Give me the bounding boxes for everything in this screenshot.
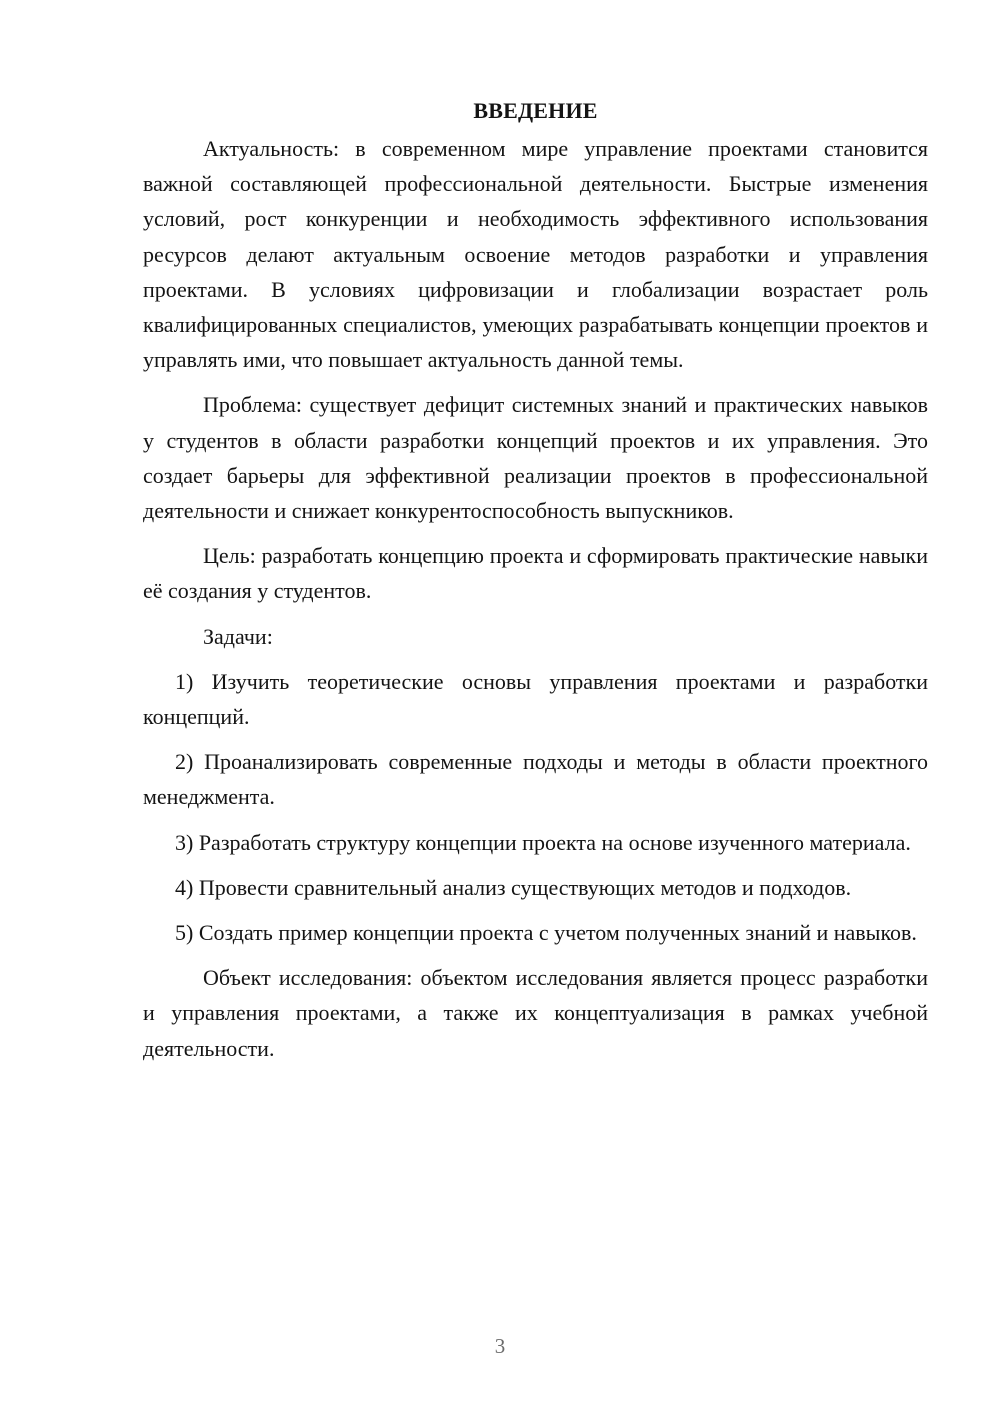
tasks-label: Задачи: <box>203 623 273 649</box>
page-number: 3 <box>494 1334 506 1358</box>
tasks-list <box>143 664 928 950</box>
relevance-paragraph: Актуальность: в современном мире управление проектами становится важной составляющей профессиональной деятельности. Быстрые изменения условий, рост конкуренции и необходимость эффективного использования ресурсов делают актуальным освоение методов разработки и управления проектами. В условиях цифровизации и глобализации возрастает роль квалифицированных специалистов, умеющих разрабатывать концепции проектов и управлять ими, что повышает актуальность данной темы. <box>143 136 928 373</box>
page-title: ВВЕДЕНИЕ <box>473 98 598 123</box>
problem-paragraph: Проблема: существует дефицит системных знаний и практических навыков у студентов в области разработки концепций проектов и их управления. Это создает барьеры для эффективной реализации проектов в профессиональной деятельности и снижает конкурентоспособность выпускников. <box>143 392 928 524</box>
task-item: 2) Проанализировать современные подходы и методы в области проектного менеджмента. <box>143 749 928 810</box>
task-item: 1) Изучить теоретические основы управления проектами и разработки концепций. <box>143 668 928 730</box>
task-item: 4) Провести сравнительный анализ существующих методов и подходов. <box>175 874 852 900</box>
object-paragraph: Объект исследования: объектом исследования является процесс разработки и управления проектами, а также их концептуализация в рамках учебной деятельности. <box>143 965 928 1061</box>
task-item: 5) Создать пример концепции проекта с учетом полученных знаний и навыков. <box>175 920 917 946</box>
goal-paragraph: Цель: разработать концепцию проекта и сформировать практические навыки её создания у студентов. <box>143 543 928 604</box>
document-page <box>143 96 928 1076</box>
task-item: 3) Разработать структуру концепции проекта на основе изученного материала. <box>175 829 911 855</box>
